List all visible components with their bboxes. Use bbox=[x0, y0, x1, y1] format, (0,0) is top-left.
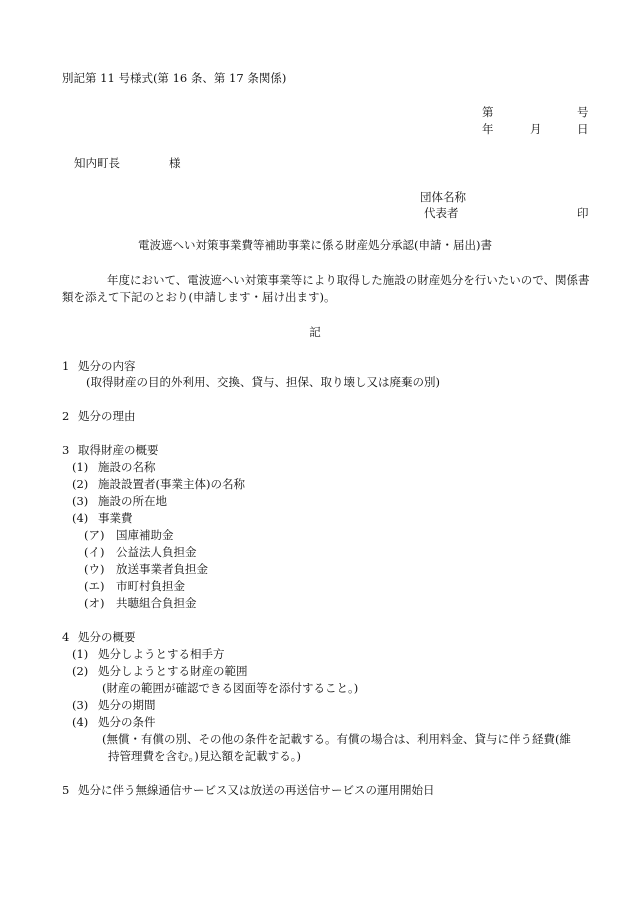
s3-sub-i-num: (イ) bbox=[84, 545, 105, 559]
s3-sub-e-num: (エ) bbox=[84, 579, 105, 593]
s3-item-4-num: (4) bbox=[72, 511, 89, 525]
s3-sub-a-num: (ア) bbox=[84, 528, 105, 542]
document-title: 電波遮へい対策事業費等補助事業に係る財産処分承認(申請・届出)書 bbox=[138, 238, 492, 252]
addressee-name: 知内町長 bbox=[74, 156, 120, 170]
section-1-note: (取得財産の目的外利用、交換、貸与、担保、取り壊し又は廃棄の別) bbox=[86, 375, 440, 389]
number-suffix: 号 bbox=[577, 105, 589, 119]
section-5-num: 5 bbox=[62, 783, 70, 797]
s4-item-3-num: (3) bbox=[72, 698, 89, 712]
addressee-honorific: 様 bbox=[169, 156, 181, 170]
s4-item-2-num: (2) bbox=[72, 664, 89, 678]
section-5-title: 処分に伴う無線通信サービス又は放送の再送信サービスの運用開始日 bbox=[78, 783, 435, 797]
section-4-num: 4 bbox=[62, 630, 70, 644]
s3-item-2-num: (2) bbox=[72, 477, 89, 491]
applicant-org-label: 団体名称 bbox=[420, 190, 466, 204]
date-month: 月 bbox=[530, 122, 542, 136]
section-3-num: 3 bbox=[62, 443, 70, 457]
s3-sub-u-num: (ウ) bbox=[84, 562, 105, 576]
s4-item-3-text: 処分の期間 bbox=[98, 698, 156, 712]
s4-item-2-note: (財産の範囲が確認できる図面等を添付すること。) bbox=[102, 681, 359, 695]
s3-item-3-num: (3) bbox=[72, 494, 89, 508]
s4-item-4-text: 処分の条件 bbox=[98, 715, 156, 729]
s3-item-1-num: (1) bbox=[72, 460, 89, 474]
form-label: 別記第 11 号様式(第 16 条、第 17 条関係) bbox=[62, 71, 287, 85]
s4-item-1-text: 処分しようとする相手方 bbox=[98, 647, 225, 661]
s3-item-2-text: 施設設置者(事業主体)の名称 bbox=[98, 477, 245, 491]
section-4-title: 処分の概要 bbox=[78, 630, 136, 644]
s4-item-4-note-line1: (無償・有償の別、その他の条件を記載する。有償の場合は、利用料金、貸与に伴う経費(維 bbox=[102, 732, 571, 746]
s4-item-1-num: (1) bbox=[72, 647, 89, 661]
s4-item-2-text: 処分しようとする財産の範囲 bbox=[98, 664, 248, 678]
date-day: 日 bbox=[577, 122, 589, 136]
s3-sub-i-text: 公益法人負担金 bbox=[116, 545, 197, 559]
number-prefix: 第 bbox=[482, 105, 494, 119]
s3-sub-o-text: 共聴組合負担金 bbox=[116, 596, 197, 610]
s4-item-4-num: (4) bbox=[72, 715, 89, 729]
section-2-num: 2 bbox=[62, 409, 70, 423]
s4-item-4-note-line2: 持管理費を含む。)見込額を記載する。) bbox=[108, 749, 301, 763]
seal-mark: 印 bbox=[577, 206, 589, 220]
section-2-title: 処分の理由 bbox=[78, 409, 136, 423]
section-1-num: 1 bbox=[62, 359, 70, 373]
s3-item-3-text: 施設の所在地 bbox=[98, 494, 167, 508]
ki-mark: 記 bbox=[309, 325, 321, 339]
intro-paragraph: 年度において、電波遮へい対策事業等により取得した施設の財産処分を行いたいので、関係書類を添えて下記のとおり(申請します・届け出ます)。 bbox=[62, 273, 590, 304]
s3-sub-a-text: 国庫補助金 bbox=[116, 528, 174, 542]
section-3-title: 取得財産の概要 bbox=[78, 443, 159, 457]
s3-sub-u-text: 放送事業者負担金 bbox=[116, 562, 208, 576]
s3-sub-o-num: (オ) bbox=[84, 596, 105, 610]
section-1-title: 処分の内容 bbox=[78, 359, 136, 373]
date-year: 年 bbox=[482, 122, 494, 136]
s3-item-1-text: 施設の名称 bbox=[98, 460, 156, 474]
s3-sub-e-text: 市町村負担金 bbox=[116, 579, 185, 593]
s3-item-4-text: 事業費 bbox=[98, 511, 133, 525]
applicant-rep-label: 代表者 bbox=[424, 206, 459, 220]
